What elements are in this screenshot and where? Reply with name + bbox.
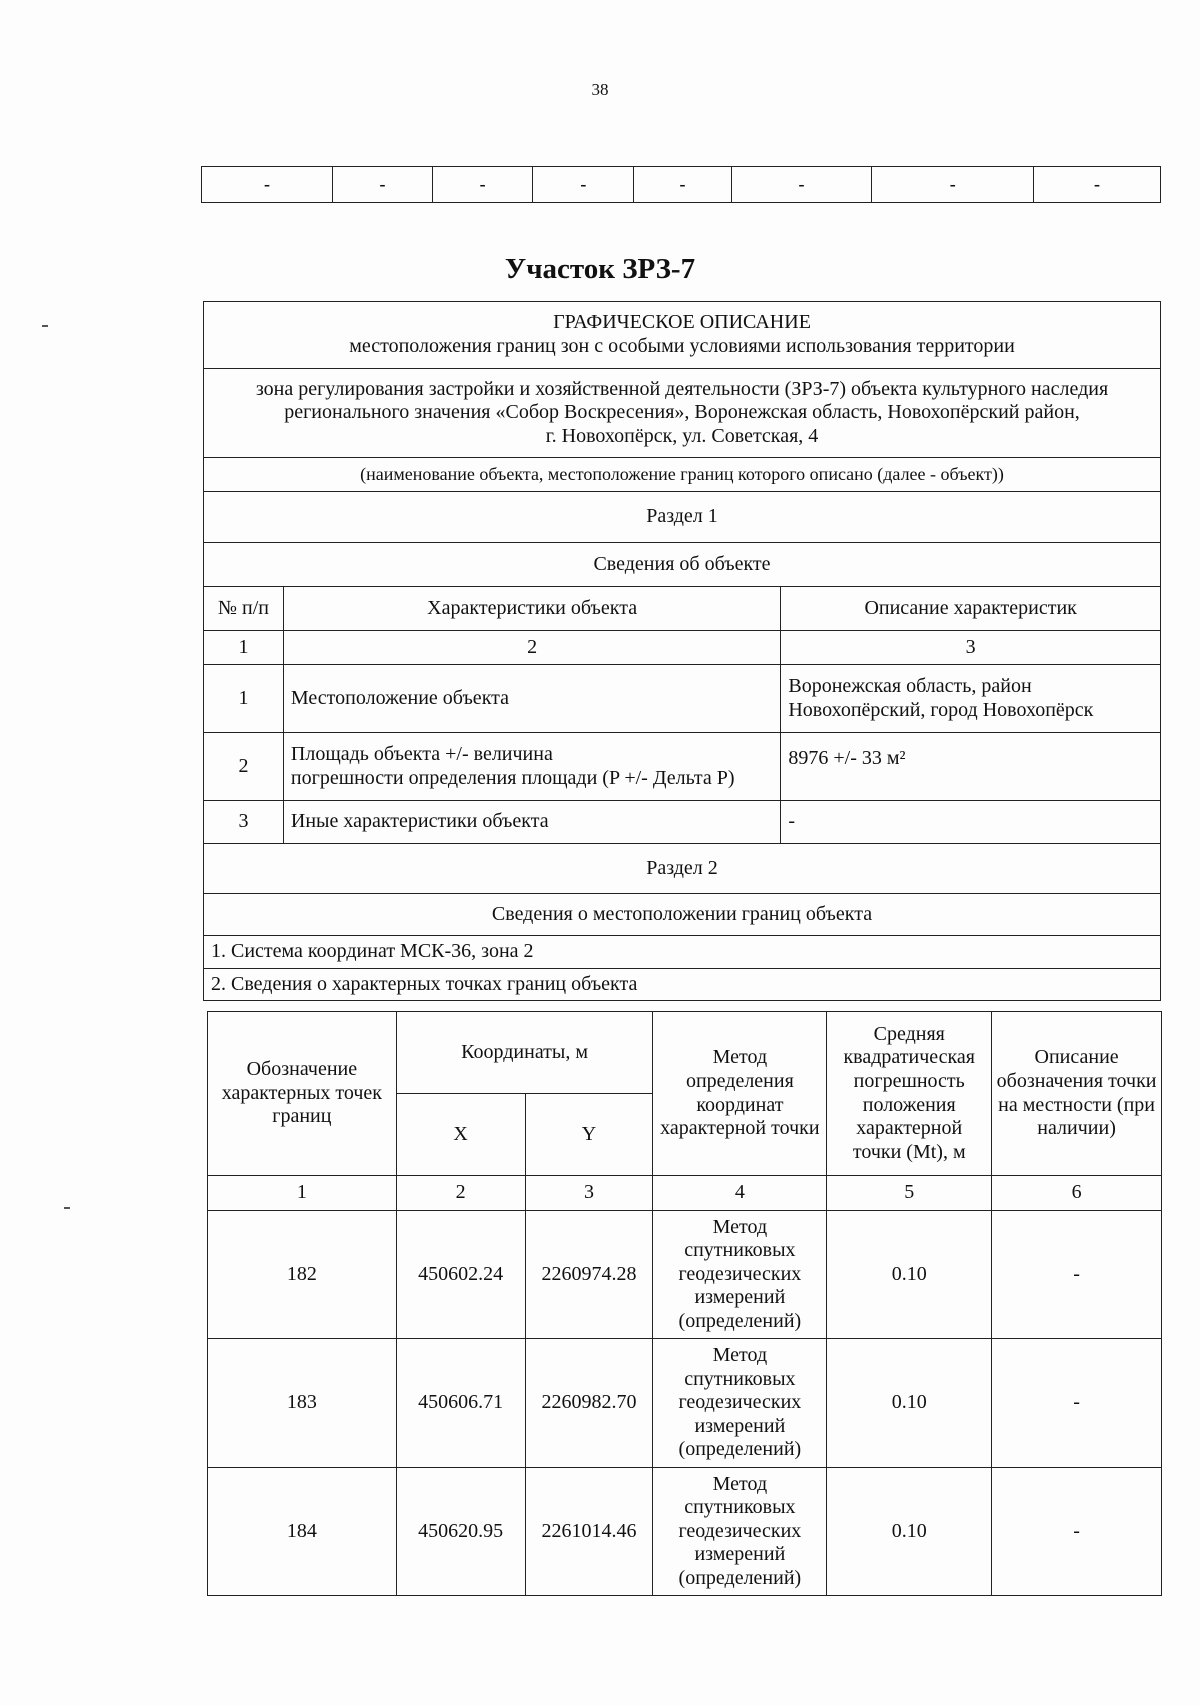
point-description: - [992, 1468, 1162, 1596]
col-header-number: № п/п [204, 587, 284, 631]
coordinate-system: 1. Система координат МСК-36, зона 2 [204, 936, 1161, 969]
object-name-line: г. Новохопёрск, ул. Советская, 4 [545, 424, 819, 447]
dash-cell: - [533, 167, 634, 203]
col-header-x: X [396, 1094, 525, 1176]
points-table [207, 1011, 1162, 1596]
characteristic-value: 8976 +/- 33 м² [781, 733, 1161, 801]
header-title: ГРАФИЧЕСКОЕ ОПИСАНИЕ [553, 311, 811, 334]
row-number: 2 [204, 733, 284, 801]
point-id: 182 [208, 1211, 397, 1339]
point-x: 450606.71 [396, 1339, 525, 1468]
col-number: 2 [396, 1176, 525, 1211]
col-header-point-description: Описание обозначения точки на местности (при наличии) [992, 1012, 1162, 1176]
col-header-coords: Координаты, м [396, 1012, 653, 1094]
point-y: 2260974.28 [525, 1211, 653, 1339]
col-number: 6 [992, 1176, 1162, 1211]
characteristic-value [781, 665, 1161, 733]
name-line: погрешности определения площади (P +/- Дельта P) [290, 766, 735, 789]
col-header-y: Y [525, 1094, 653, 1176]
continuation-row-table [201, 166, 1161, 203]
object-name-line: зона регулирования застройки и хозяйственной деятельности (ЗРЗ-7) объекта культурного наследия [255, 377, 1109, 400]
header-title-cell [204, 302, 1161, 369]
dash-cell: - [634, 167, 731, 203]
col-number: 5 [827, 1176, 992, 1211]
object-name-cell [204, 369, 1161, 458]
section1-title: Раздел 1 [204, 492, 1161, 543]
row-number: 3 [204, 801, 284, 844]
object-name-line: регионального значения «Собор Воскресения», Воронежская область, Новохопёрский район, [284, 401, 1080, 424]
section2-title: Раздел 2 [204, 844, 1161, 894]
row-number: 1 [204, 665, 284, 733]
section-heading: Участок ЗРЗ-7 [504, 253, 696, 285]
point-error: 0.10 [827, 1339, 992, 1468]
object-info-table [203, 301, 1161, 1001]
point-description: - [992, 1211, 1162, 1339]
col-header-characteristics: Характеристики объекта [283, 587, 780, 631]
name-line: Площадь объекта +/- величина [290, 742, 553, 765]
characteristic-name [283, 733, 780, 801]
col-number: 4 [653, 1176, 827, 1211]
points-title: 2. Сведения о характерных точках границ объекта [204, 969, 1161, 1001]
section1-subtitle: Сведения об объекте [204, 543, 1161, 587]
scan-mark [42, 325, 48, 327]
section2-subtitle: Сведения о местоположении границ объекта [204, 894, 1161, 936]
col-number: 3 [525, 1176, 653, 1211]
dash-cell: - [433, 167, 533, 203]
dash-cell: - [731, 167, 872, 203]
dash-cell: - [332, 167, 432, 203]
header-subtitle: местоположения границ зон с особыми условиями использования территории [349, 335, 1015, 357]
col-header-method: Метод определения координат характерной точки [653, 1012, 827, 1176]
point-description: - [992, 1339, 1162, 1468]
page-number: 38 [591, 80, 609, 99]
col-number: 1 [208, 1176, 397, 1211]
characteristic-name: Местоположение объекта [283, 665, 780, 733]
value-line: Воронежская область, район [788, 674, 1032, 697]
col-number: 1 [204, 631, 284, 665]
point-error: 0.10 [827, 1468, 992, 1596]
point-method: Метод спутниковых геодезических измерений (определений) [653, 1339, 827, 1468]
point-y: 2261014.46 [525, 1468, 653, 1596]
dash-cell: - [872, 167, 1034, 203]
col-number: 3 [781, 631, 1161, 665]
col-header-description: Описание характеристик [781, 587, 1161, 631]
dash-cell: - [202, 167, 333, 203]
point-method: Метод спутниковых геодезических измерений (определений) [653, 1468, 827, 1596]
point-x: 450620.95 [396, 1468, 525, 1596]
point-x: 450602.24 [396, 1211, 525, 1339]
col-number: 2 [283, 631, 780, 665]
object-caption: (наименование объекта, местоположение границ которого описано (далее - объект)) [204, 458, 1161, 492]
characteristic-value: - [781, 801, 1161, 844]
dash-cell: - [1034, 167, 1161, 203]
point-id: 183 [208, 1339, 397, 1468]
point-method: Метод спутниковых геодезических измерений (определений) [653, 1211, 827, 1339]
scan-mark [64, 1207, 70, 1209]
value-line: Новохопёрский, город Новохопёрск [788, 698, 1094, 721]
point-error: 0.10 [827, 1211, 992, 1339]
point-y: 2260982.70 [525, 1339, 653, 1468]
point-id: 184 [208, 1468, 397, 1596]
characteristic-name: Иные характеристики объекта [283, 801, 780, 844]
col-header-error: Средняя квадратическая погрешность положения характерной точки (Mt), м [827, 1012, 992, 1176]
col-header-designation: Обозначение характерных точек границ [208, 1012, 397, 1176]
